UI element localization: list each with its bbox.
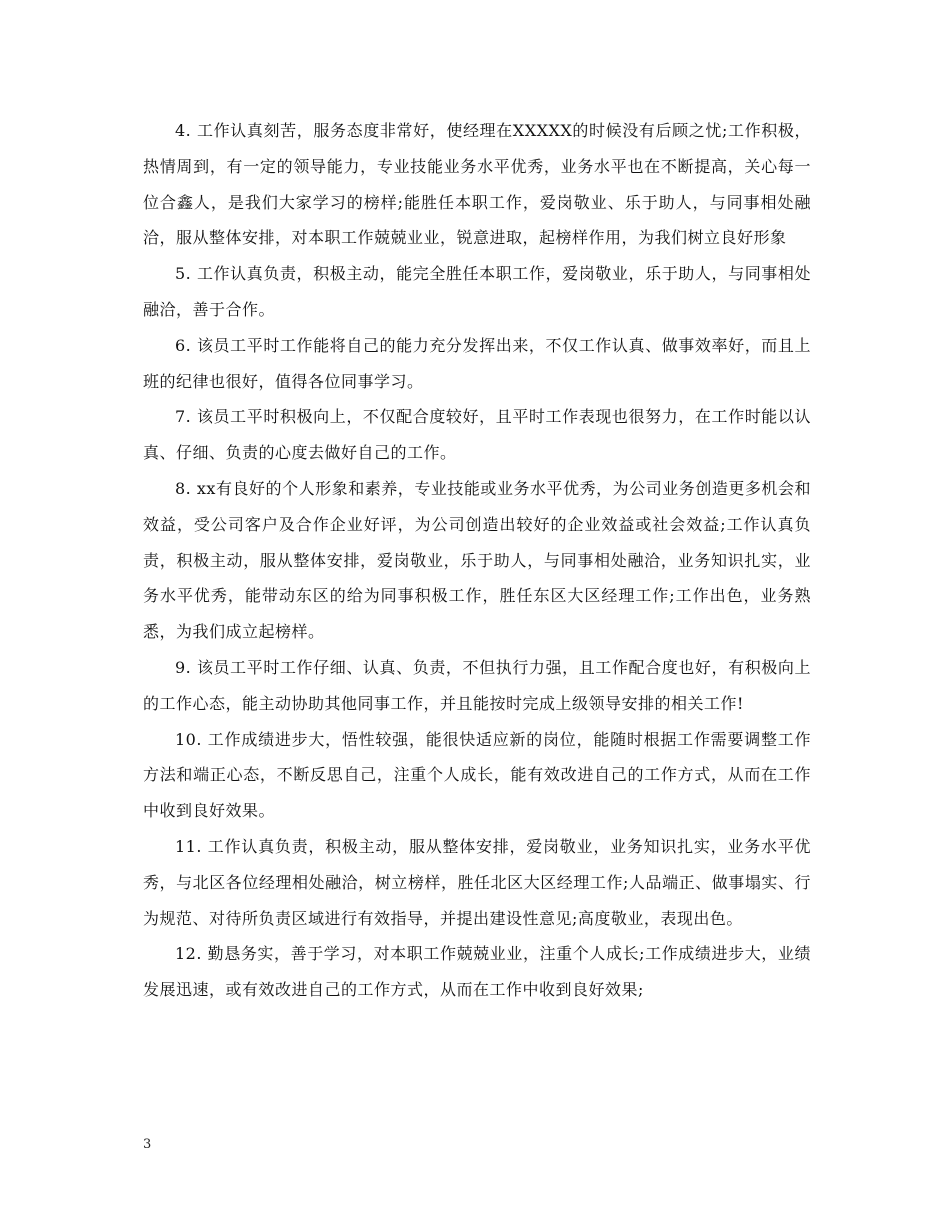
paragraph-item-10: 10. 工作成绩进步大，悟性较强，能很快适应新的岗位，能随时根据工作需要调整工作方法和端正心态，不断反思自己，注重个人成长，能有效改进自己的工作方式，从而在工作中收到良好效果。: [143, 729, 811, 821]
paragraph-item-6: 6. 该员工平时工作能将自己的能力充分发挥出来，不仅工作认真、做事效率好，而且上班的纪律也很好，值得各位同事学习。: [143, 335, 811, 391]
paragraph-item-5: 5. 工作认真负责，积极主动，能完全胜任本职工作，爱岗敬业，乐于助人，与同事相处融洽，善于合作。: [143, 264, 811, 319]
page-number: 3: [143, 1137, 152, 1152]
paragraph-item-4: 4. 工作认真刻苦，服务态度非常好，使经理在XXXXX的时候没有后顾之忧;工作积极，热情周到，有一定的领导能力，专业技能业务水平优秀，业务水平也在不断提高，关心每一位合鑫人，是我们大家学习的榜样;能胜任本职工作，爱岗敬业、乐于助人，与同事相处融洽，服从整体安排，对本职工作兢兢业业，锐意进取，起榜样作用，为我们树立良好形象: [143, 121, 811, 248]
paragraph-item-7: 7. 该员工平时积极向上，不仅配合度较好，且平时工作表现也很努力，在工作时能以认真、仔细、负责的心度去做好自己的工作。: [143, 407, 811, 463]
paragraph-item-9: 9. 该员工平时工作仔细、认真、负责，不但执行力强，且工作配合度也好，有积极向上的工作心态，能主动协助其他同事工作，并且能按时完成上级领导安排的相关工作!: [143, 657, 811, 713]
document-body: [143, 113, 811, 1008]
paragraph-item-12: 12. 勤恳务实，善于学习，对本职工作兢兢业业，注重个人成长;工作成绩进步大，业绩发展迅速，或有效改进自己的工作方式，从而在工作中收到良好效果;: [143, 944, 811, 1000]
paragraph-item-11: 11. 工作认真负责，积极主动，服从整体安排，爱岗敬业，业务知识扎实，业务水平优秀，与北区各位经理相处融洽，树立榜样，胜任北区大区经理工作;人品端正、做事塌实、行为规范、对待所负责区域进行有效指导，并提出建设性意见;高度敬业，表现出色。: [143, 836, 811, 928]
paragraph-item-8: 8. xx有良好的个人形象和素养，专业技能或业务水平优秀，为公司业务创造更多机会和效益，受公司客户及合作企业好评，为公司创造出较好的企业效益或社会效益;工作认真负责，积极主动，服从整体安排，爱岗敬业，乐于助人，与同事相处融洽，业务知识扎实，业务水平优秀，能带动东区的给为同事积极工作，胜任东区大区经理工作;工作出色，业务熟悉，为我们成立起榜样。: [143, 478, 811, 642]
